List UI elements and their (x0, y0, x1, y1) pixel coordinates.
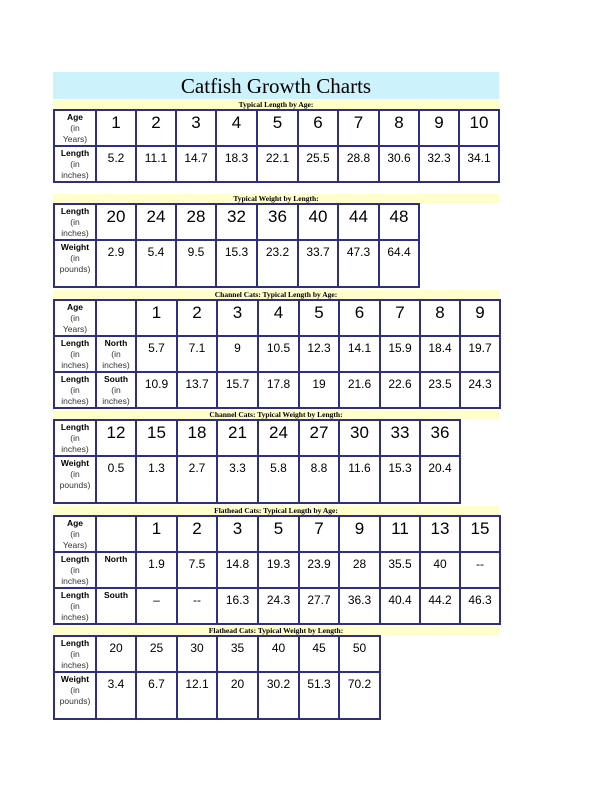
unit-label: pounds) (59, 480, 91, 490)
row-header (54, 672, 96, 719)
row-label: Length (60, 554, 90, 564)
table-cell: 33.7 (298, 240, 338, 287)
table-cell: 8 (420, 300, 460, 336)
table-cell: 32.3 (419, 146, 459, 182)
unit-label: inches) (61, 360, 89, 370)
table-cell: 44.2 (420, 588, 460, 624)
table-cell: 20 (217, 672, 258, 719)
table-cell: 15.3 (380, 456, 420, 503)
table-cell: 5 (258, 516, 299, 552)
table-cell: 27.7 (299, 588, 339, 624)
table-cell: 35 (217, 636, 258, 672)
table-cell: 5 (257, 110, 298, 146)
table-cell: 16.3 (217, 588, 258, 624)
table-cell: 45 (299, 636, 339, 672)
unit-label: (in (70, 529, 80, 539)
table-cell: 8.8 (299, 456, 339, 503)
table-cell: 18.4 (420, 336, 460, 372)
row-label: Weight (60, 458, 90, 468)
row-header (54, 420, 96, 456)
table-cell: 44 (338, 204, 379, 240)
section-title-channel-length-by-age: Channel Cats: Typical Length by Age: (53, 290, 499, 299)
table-row (54, 552, 500, 588)
row-label: Length (60, 422, 90, 432)
unit-label: inches) (61, 444, 89, 454)
table-cell: 2 (136, 110, 176, 146)
region-cell (96, 516, 136, 552)
unit-label: pounds) (59, 696, 91, 706)
table-cell: 50 (339, 636, 380, 672)
unit-label: Years) (62, 324, 88, 334)
table-cell: 15.3 (216, 240, 257, 287)
table-cell: 15 (460, 516, 500, 552)
table-cell: 22.6 (380, 372, 420, 408)
table-cell: 18 (177, 420, 217, 456)
unit-label: (in (70, 123, 80, 133)
table-cell: 6.7 (136, 672, 177, 719)
table-cell: 1.9 (136, 552, 177, 588)
row-header (54, 204, 96, 240)
unit-label: (in (70, 685, 80, 695)
table-cell: 3.3 (217, 456, 258, 503)
table-cell: 21 (217, 420, 258, 456)
table-cell: 12 (96, 420, 136, 456)
table-cell: 1 (96, 110, 136, 146)
row-label: Length (60, 638, 90, 648)
table-cell: 1 (136, 516, 177, 552)
row-header (54, 372, 96, 408)
unit-label: (in (70, 253, 80, 263)
table-row (54, 420, 460, 456)
table-cell: 30.6 (379, 146, 419, 182)
row-label: Length (60, 374, 90, 384)
table-cell: 15.7 (217, 372, 258, 408)
region-cell (96, 300, 136, 336)
table-row (54, 636, 380, 672)
table-cell: 40 (420, 552, 460, 588)
unit-label: Years) (62, 134, 88, 144)
table-cell: 13.7 (177, 372, 217, 408)
unit-label: inches) (61, 576, 89, 586)
table-cell: 2 (177, 300, 217, 336)
table-cell: 3 (217, 300, 258, 336)
row-header (54, 336, 96, 372)
table-cell: 7 (299, 516, 339, 552)
table-cell: 48 (379, 204, 419, 240)
table-cell: 3 (217, 516, 258, 552)
table-cell: 6 (298, 110, 338, 146)
table-cell: 23.2 (257, 240, 298, 287)
table-cell: 51.3 (299, 672, 339, 719)
table-cell: 20 (96, 204, 136, 240)
table-cell: 40 (298, 204, 338, 240)
table-flathead-length-by-age (53, 515, 501, 625)
table-cell: 5 (299, 300, 339, 336)
table-cell: 0.5 (96, 456, 136, 503)
row-label: Weight (60, 242, 90, 252)
table-cell: 33 (380, 420, 420, 456)
table-cell: 28.8 (338, 146, 379, 182)
table-cell: 19.3 (258, 552, 299, 588)
unit-label: (in (70, 433, 80, 443)
table-cell: 13 (420, 516, 460, 552)
table-row (54, 336, 500, 372)
table-cell: 12.1 (177, 672, 217, 719)
table-cell: 7 (380, 300, 420, 336)
table-cell: 11.6 (339, 456, 380, 503)
table-cell: 4 (258, 300, 299, 336)
table-cell: 24.3 (258, 588, 299, 624)
table-cell: 10.5 (258, 336, 299, 372)
table-cell: -- (177, 588, 217, 624)
section-title-flathead-weight-by-length: Flathead Cats: Typical Weight by Length: (53, 626, 499, 635)
table-cell: 25 (136, 636, 177, 672)
table-cell: 10 (459, 110, 499, 146)
unit-label: (in (70, 565, 80, 575)
table-cell: 28 (339, 552, 380, 588)
table-cell: 12.3 (299, 336, 339, 372)
table-cell: 28 (176, 204, 216, 240)
table-cell: 2.7 (177, 456, 217, 503)
row-label: Age (66, 302, 84, 312)
table-cell: 15.9 (380, 336, 420, 372)
page-title: Catfish Growth Charts (53, 72, 499, 99)
table-row (54, 672, 380, 719)
table-cell: 70.2 (339, 672, 380, 719)
table-cell: 47.3 (338, 240, 379, 287)
row-label: Age (66, 112, 84, 122)
table-cell: 9 (419, 110, 459, 146)
row-header (54, 636, 96, 672)
table-cell: 35.5 (380, 552, 420, 588)
table-row (54, 588, 500, 624)
table-weight-by-length (53, 203, 420, 288)
region-cell: North (in inches) (96, 336, 136, 372)
section-title-weight-by-length: Typical Weight by Length: (53, 194, 499, 203)
row-header (54, 516, 96, 552)
table-cell: 30.2 (258, 672, 299, 719)
table-cell: 18.3 (216, 146, 257, 182)
table-cell: 7.5 (177, 552, 217, 588)
table-cell: 32 (216, 204, 257, 240)
table-cell: 34.1 (459, 146, 499, 182)
table-cell: 17.8 (258, 372, 299, 408)
table-cell: 2 (177, 516, 217, 552)
table-cell: 40 (258, 636, 299, 672)
table-cell: 24.3 (460, 372, 500, 408)
table-cell: 27 (299, 420, 339, 456)
section-title-channel-weight-by-length: Channel Cats: Typical Weight by Length: (53, 410, 499, 419)
table-cell: 5.4 (136, 240, 176, 287)
unit-label: inches) (61, 396, 89, 406)
table-row (54, 146, 499, 182)
table-cell: 5.8 (258, 456, 299, 503)
table-row (54, 456, 460, 503)
table-cell: 8 (379, 110, 419, 146)
table-cell: 36.3 (339, 588, 380, 624)
table-cell: 64.4 (379, 240, 419, 287)
unit-label: (in (70, 601, 80, 611)
table-row (54, 516, 500, 552)
table-cell: 14.8 (217, 552, 258, 588)
table-cell: 22.1 (257, 146, 298, 182)
row-label: Age (66, 518, 84, 528)
table-row (54, 204, 419, 240)
unit-label: inches) (61, 228, 89, 238)
table-cell: 25.5 (298, 146, 338, 182)
table-cell: 1.3 (136, 456, 177, 503)
table-cell: 10.9 (136, 372, 177, 408)
table-cell: 24 (258, 420, 299, 456)
row-label: Length (60, 338, 90, 348)
table-row (54, 372, 500, 408)
row-label: Length (60, 590, 90, 600)
table-row (54, 240, 419, 287)
table-cell: 19 (299, 372, 339, 408)
region-cell: South (in inches) (96, 372, 136, 408)
row-header (54, 588, 96, 624)
unit-label: (in (70, 217, 80, 227)
table-flathead-weight-by-length (53, 635, 381, 720)
table-channel-weight-by-length (53, 419, 461, 504)
table-cell: 9 (217, 336, 258, 372)
row-label: Weight (60, 674, 90, 684)
row-header (54, 146, 96, 182)
table-cell: 36 (257, 204, 298, 240)
table-cell: 40.4 (380, 588, 420, 624)
table-cell: 9 (339, 516, 380, 552)
unit-label: (in (70, 649, 80, 659)
table-cell: 14.1 (339, 336, 380, 372)
table-cell: – (136, 588, 177, 624)
table-cell: 2.9 (96, 240, 136, 287)
row-header (54, 552, 96, 588)
unit-label: (in (70, 349, 80, 359)
table-cell: 36 (420, 420, 460, 456)
table-cell: 23.9 (299, 552, 339, 588)
table-cell: 23.5 (420, 372, 460, 408)
table-cell: 5.2 (96, 146, 136, 182)
table-cell: 30 (177, 636, 217, 672)
table-cell: 1 (136, 300, 177, 336)
table-cell: 14.7 (176, 146, 216, 182)
table-cell: 9.5 (176, 240, 216, 287)
table-cell: 7.1 (177, 336, 217, 372)
table-cell: 11.1 (136, 146, 176, 182)
table-row (54, 110, 499, 146)
table-length-by-age (53, 109, 500, 183)
table-cell: 19.7 (460, 336, 500, 372)
table-cell: 11 (380, 516, 420, 552)
table-cell: 3.4 (96, 672, 136, 719)
table-cell: 5.7 (136, 336, 177, 372)
table-row (54, 300, 500, 336)
row-header (54, 456, 96, 503)
section-title-length-by-age: Typical Length by Age: (53, 100, 499, 109)
unit-label: Years) (62, 540, 88, 550)
unit-label: (in (70, 469, 80, 479)
table-cell: 30 (339, 420, 380, 456)
unit-label: (in (70, 159, 80, 169)
region-cell: North (96, 552, 136, 588)
table-cell: 7 (338, 110, 379, 146)
table-cell: 9 (460, 300, 500, 336)
table-cell: 15 (136, 420, 177, 456)
row-header (54, 110, 96, 146)
table-cell: 6 (339, 300, 380, 336)
row-header (54, 240, 96, 287)
table-cell: 4 (216, 110, 257, 146)
unit-label: inches) (61, 170, 89, 180)
row-header (54, 300, 96, 336)
unit-label: (in (70, 313, 80, 323)
table-cell: -- (460, 552, 500, 588)
unit-label: (in (70, 385, 80, 395)
table-channel-length-by-age (53, 299, 501, 409)
row-label: Length (60, 206, 90, 216)
region-cell: South (96, 588, 136, 624)
unit-label: inches) (61, 612, 89, 622)
table-cell: 24 (136, 204, 176, 240)
table-cell: 20.4 (420, 456, 460, 503)
table-cell: 46.3 (460, 588, 500, 624)
table-cell: 3 (176, 110, 216, 146)
table-cell: 20 (96, 636, 136, 672)
table-cell: 21.6 (339, 372, 380, 408)
unit-label: inches) (61, 660, 89, 670)
row-label: Length (60, 148, 90, 158)
section-title-flathead-length-by-age: Flathead Cats: Typical Length by Age: (53, 506, 499, 515)
unit-label: pounds) (59, 264, 91, 274)
